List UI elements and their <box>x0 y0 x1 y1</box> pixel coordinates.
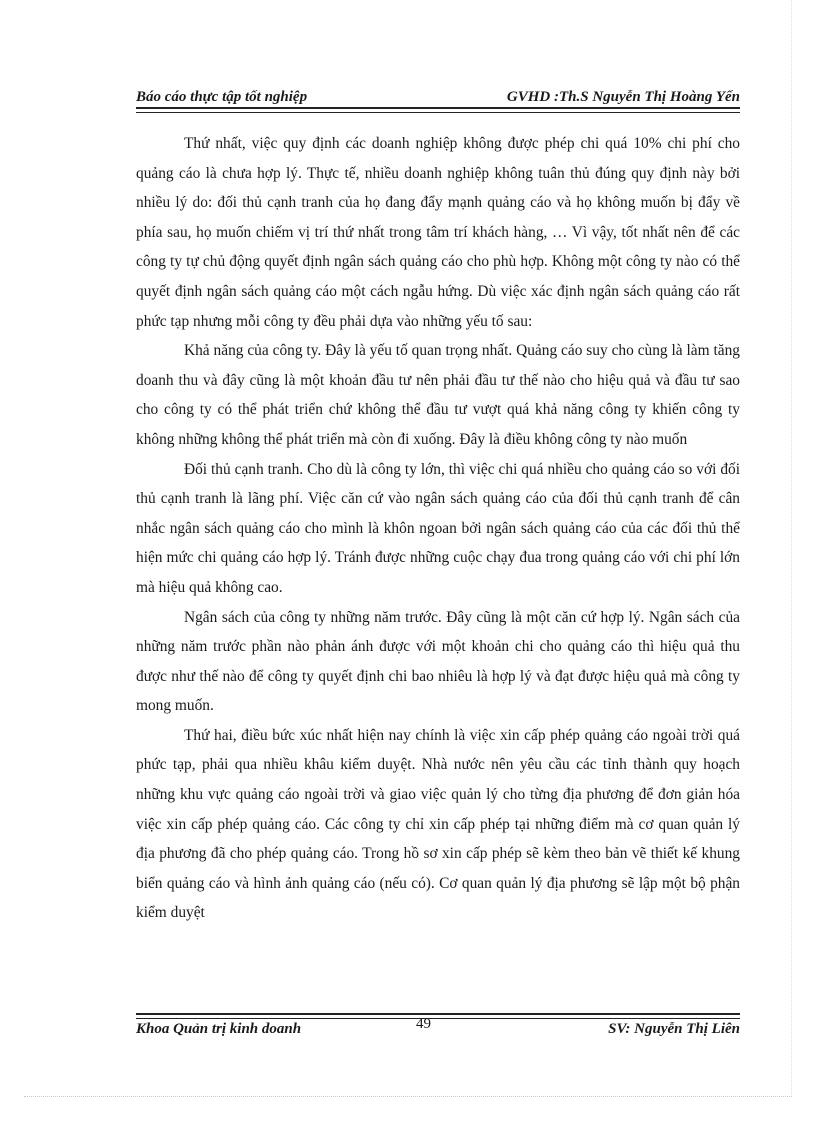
page-edge-right <box>791 0 792 1097</box>
paragraph: Ngân sách của công ty những năm trước. Đây cũng là một căn cứ hợp lý. Ngân sách của những năm trước phần nào phản ánh được với một khoản chi cho quảng cáo thì hiệu quả thu được như thế nào để công ty quyết định chi bao nhiêu là hợp lý và đạt được hiệu quả mà công ty mong muốn. <box>136 608 740 715</box>
header-supervisor: GVHD :Th.S Nguyễn Thị Hoàng Yến <box>506 89 740 105</box>
page-edge-bottom <box>24 1096 792 1097</box>
paragraph: Thứ hai, điều bức xúc nhất hiện nay chính là việc xin cấp phép quảng cáo ngoài trời quá phức tạp, phải qua nhiều khâu kiểm duyệt. Nhà nước nên yêu cầu các tỉnh thành quy hoạch những khu vực quảng cáo ngoài trời và giao việc quản lý cho từng địa phương để đơn giản hóa việc xin cấp phép quảng cáo. Các công ty chỉ xin cấp phép tại những điểm mà cơ quan quản lý địa phương đã cho phép quảng cáo. Trong hồ sơ xin cấp phép sẽ kèm theo bản vẽ thiết kế khung biển quảng cáo và hình ảnh quảng cáo (nếu có). Cơ quan quản lý địa phương sẽ lập một bộ phận kiểm duyệt <box>136 726 740 922</box>
page-body <box>136 129 740 928</box>
paragraph: Đối thủ cạnh tranh. Cho dù là công ty lớn, thì việc chi quá nhiều cho quảng cáo so với đối thủ cạnh tranh là lãng phí. Việc căn cứ vào ngân sách quảng cáo của đối thủ cạnh tranh để cân nhắc ngân sách quảng cáo cho mình là khôn ngoan bởi ngân sách quảng cáo của các đối thủ thể hiện mức chi quảng cáo hợp lý. Tránh được những cuộc chạy đua trong quảng cáo với chi phí lớn mà hiệu quả không cao. <box>136 460 740 596</box>
footer-student: SV: Nguyễn Thị Liên <box>608 1021 740 1037</box>
page-header <box>136 84 740 108</box>
page-number: 49 <box>416 1016 431 1032</box>
footer-faculty: Khoa Quản trị kinh doanh <box>136 1021 302 1037</box>
paragraph: Khả năng của công ty. Đây là yếu tố quan trọng nhất. Quảng cáo suy cho cùng là làm tăng doanh thu và đây cũng là một khoản đầu tư nên phải đầu tư thế nào cho hiệu quả và đầu tư sao cho công ty có thể phát triển chứ không thể đầu tư vượt quá khả năng công ty khiến công ty không những không thể phát triển mà còn đi xuống. Đây là điều không công ty nào muốn <box>136 342 740 448</box>
paragraph: Thứ nhất, việc quy định các doanh nghiệp không được phép chi quá 10% chi phí cho quảng cáo là chưa hợp lý. Thực tế, nhiều doanh nghiệp không tuân thủ đúng quy định này bởi nhiều lý do: đối thủ cạnh tranh của họ đang đẩy mạnh quảng cáo và họ không muốn bị đẩy về phía sau, họ muốn chiếm vị trí thứ nhất trong tâm trí khách hàng, … Vì vậy, tốt nhất nên để các công ty tự chủ động quyết định ngân sách quảng cáo cho phù hợp. Không một công ty nào có thể quyết định ngân sách quảng cáo một cách ngẫu hứng. Dù việc xác định ngân sách quảng cáo rất phức tạp nhưng mỗi công ty đều phải dựa vào những yếu tố sau: <box>136 135 740 330</box>
page-footer <box>136 1016 740 1042</box>
header-report-title: Báo cáo thực tập tốt nghiệp <box>136 89 308 105</box>
header-rule <box>136 107 740 113</box>
